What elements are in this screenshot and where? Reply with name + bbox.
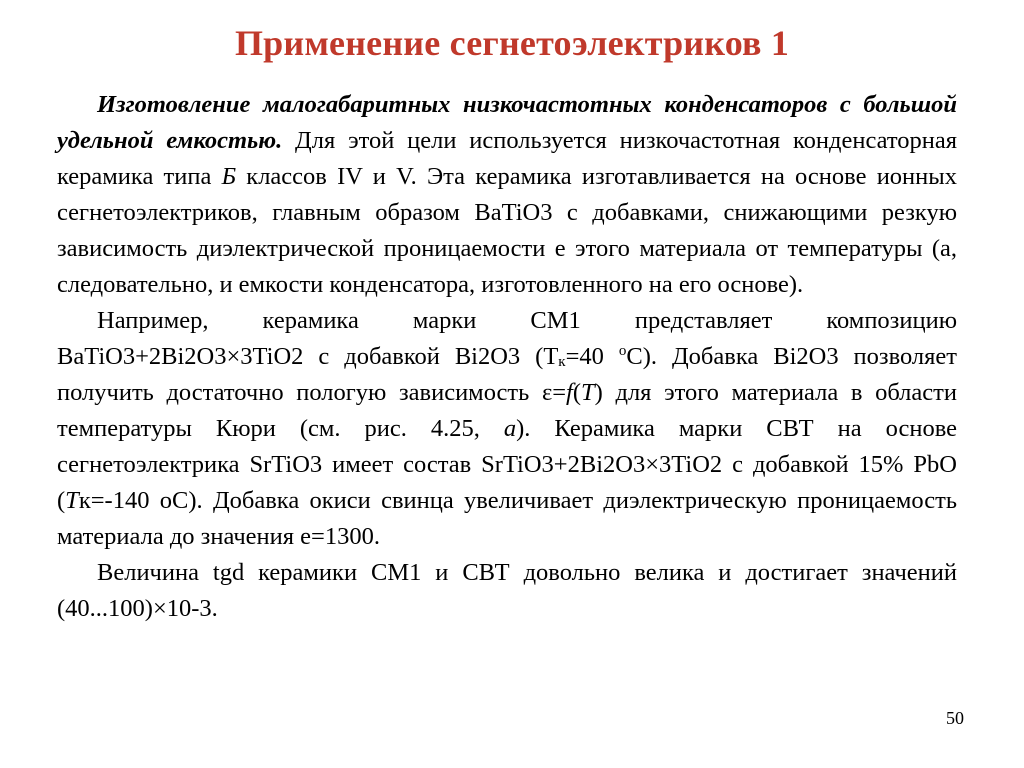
paragraph-2-text-a: Например, керамика марки СМ1 представляет композицию BaTiO3+2Bi2O3×3TiO2 с добавкой Bi2O3 (Т xyxy=(57,307,957,370)
formula-epsilon: ε= xyxy=(541,379,567,406)
formula-temperature: T xyxy=(581,379,595,406)
slide-title: Применение сегнетоэлектриков 1 xyxy=(234,23,790,63)
paragraph-3: Величина tgd керамики СМ1 и СВТ довольно велика и достигает значений (40...100)×10-3. xyxy=(57,559,957,622)
paragraph-2-text-f: =-140 oС). Добавка окиси свинца увеличивает диэлектрическую проницаемость материала до значения е=1300. xyxy=(57,487,957,550)
paragraph-2-text-d: для этого материала в области температуры Кюри (см. рис. 4.25, xyxy=(57,379,957,442)
figure-reference-letter: а xyxy=(503,415,517,442)
paragraph-2-text-e: ). Керамика марки СВТ на основе сегнетоэлектрика SrTiO3 имеет состав SrTiO3+2Bi2O3×3TiO2 с добавкой 15% PbO ( xyxy=(57,415,957,514)
curie-temperature-index: к xyxy=(78,487,91,514)
paragraph-1 xyxy=(57,87,957,303)
formula-function: f xyxy=(566,379,573,406)
page-number: 50 xyxy=(946,708,964,728)
paragraph-1-text-a: Для этой цели используется низкочастотная конденсаторная керамика типа xyxy=(57,127,958,190)
curie-temperature-symbol: Т xyxy=(65,487,79,514)
curie-subscript: к xyxy=(558,354,566,370)
paragraph-1-heading: Изготовление малогабаритных низкочастотных конденсаторов с большой удельной емкостью. xyxy=(57,91,957,154)
formula-close-paren: ) xyxy=(594,379,603,406)
paragraph-2-text-b: =40 xyxy=(565,343,619,370)
ceramic-type-letter: Б xyxy=(221,163,237,190)
formula-open-paren: ( xyxy=(572,379,582,406)
paragraph-1-text-b: классов IV и V. Эта керамика изготавливается на основе ионных сегнетоэлектриков, главным образом BaTiO3 с добавками, снижающими резкую зависимость диэлектрической проницаемости е этого материала от температуры (а, следовательно, и емкости конденсатора, изготовленного на его основе). xyxy=(57,163,957,298)
degree-superscript: o xyxy=(618,343,627,359)
paragraph-2 xyxy=(57,303,957,555)
slide-content xyxy=(57,87,957,627)
paragraph-2-text-c: С). Добавка Bi2O3 позволяет получить достаточно пологую зависимость xyxy=(57,343,957,406)
